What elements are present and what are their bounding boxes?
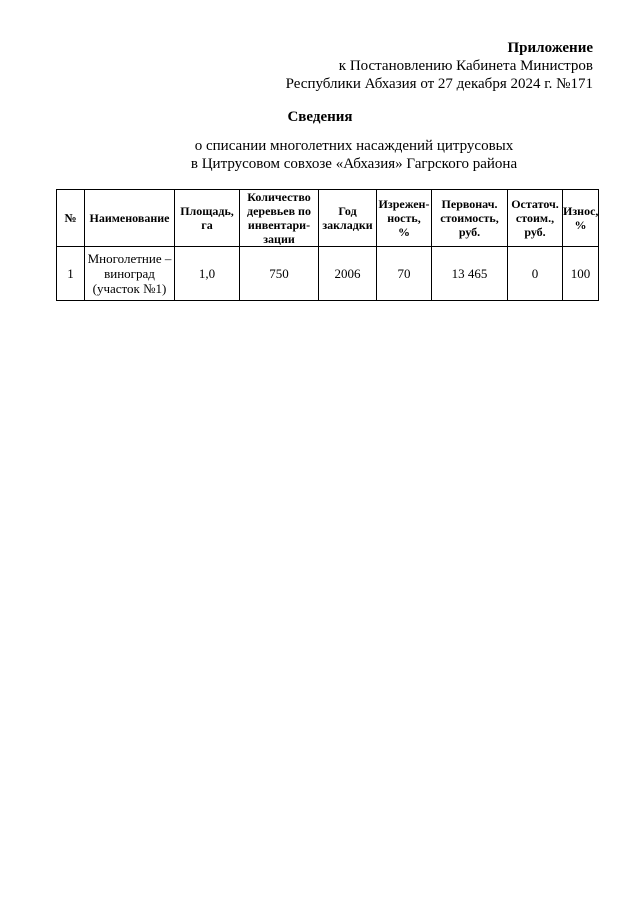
subtitle-line-2: в Цитрусовом совхозе «Абхазия» Гагрского района [190, 156, 518, 172]
document-subtitle [0, 137, 640, 173]
cell-initial-cost: 13 465 [432, 247, 508, 301]
cell-name: Многолетние – виноград (участок №1) [85, 247, 175, 301]
data-table [56, 189, 599, 301]
col-header-trees: Количество деревьев по инвентари- зации [240, 190, 319, 247]
table-row [57, 247, 599, 301]
cell-sparseness: 70 [377, 247, 432, 301]
table-header-row [57, 190, 599, 247]
appendix-line-2: Республики Абхазия от 27 декабря 2024 г. №171 [285, 76, 593, 92]
subtitle-line-1: о списании многолетних насаждений цитрусовых [194, 138, 514, 154]
cell-number: 1 [57, 247, 85, 301]
col-header-initial-cost: Первонач. стоимость, руб. [432, 190, 508, 247]
cell-year: 2006 [319, 247, 377, 301]
col-header-number: № [57, 190, 85, 247]
col-header-sparseness: Изрежен- ность, % [377, 190, 432, 247]
col-header-area: Площадь, га [175, 190, 240, 247]
col-header-wear: Износ, % [563, 190, 599, 247]
cell-wear: 100 [563, 247, 599, 301]
col-header-residual-cost: Остаточ. стоим., руб. [508, 190, 563, 247]
appendix-header [286, 39, 593, 93]
appendix-line-1: к Постановлению Кабинета Министров [338, 58, 593, 74]
col-header-year: Год закладки [319, 190, 377, 247]
cell-trees: 750 [240, 247, 319, 301]
cell-residual-cost: 0 [508, 247, 563, 301]
col-header-name: Наименование [85, 190, 175, 247]
document-title: Сведения [287, 109, 353, 125]
cell-area: 1,0 [175, 247, 240, 301]
appendix-title: Приложение [507, 40, 593, 56]
